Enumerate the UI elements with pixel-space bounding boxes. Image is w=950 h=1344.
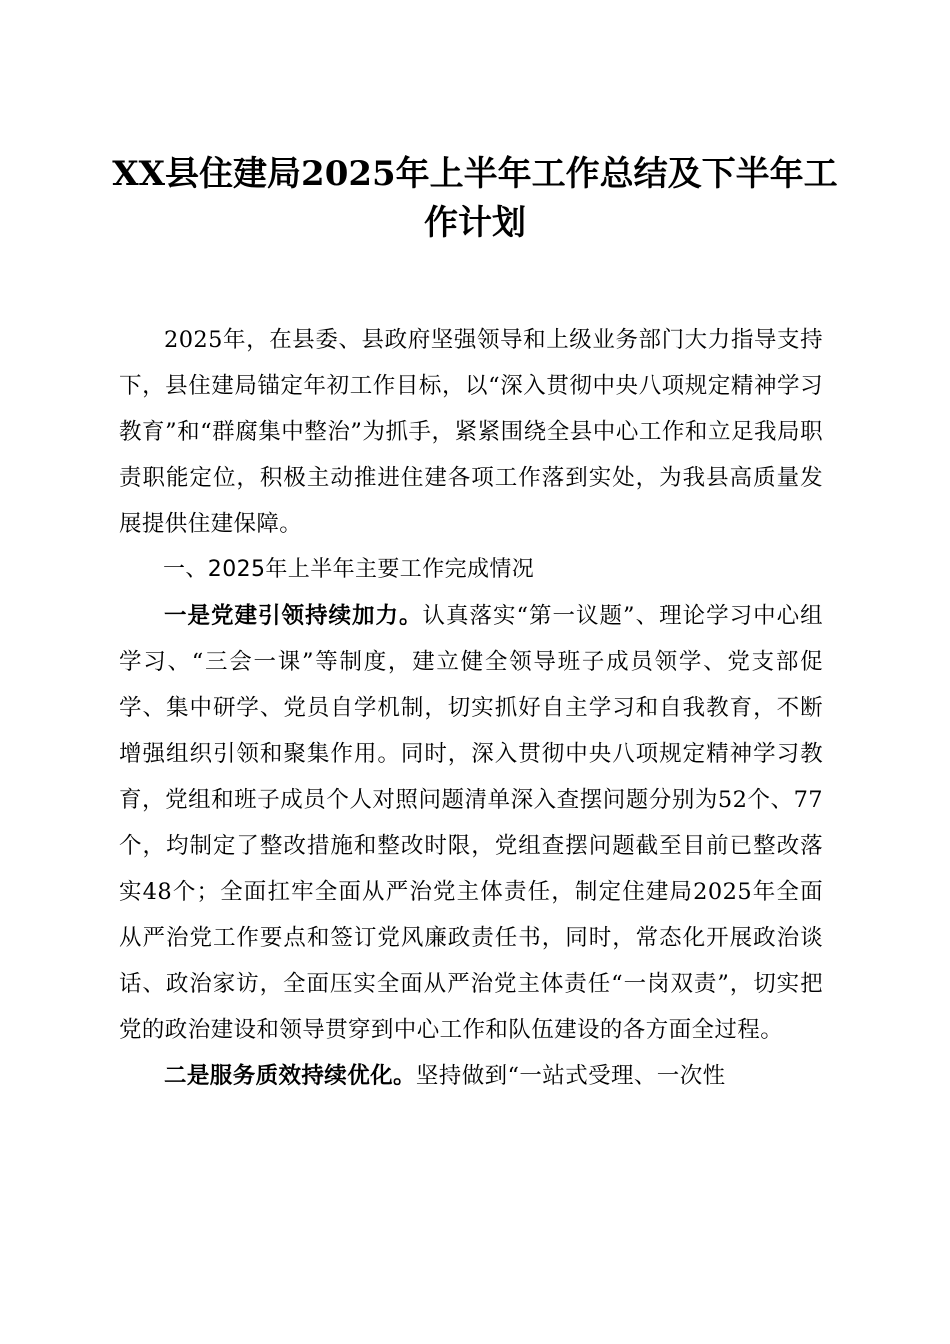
item-paragraph-service bbox=[119, 1053, 823, 1099]
item-body-text: 坚持做到“一站式受理、一次性 bbox=[415, 1063, 726, 1089]
item-body-text: 认真落实“第一议题”、理论学习中心组学习、“三会一课”等制度，建立健全领导班子成员领学、党支部促学、集中研学、党员自学机制，切实抓好自主学习和自我教育，不断增强组织引领和聚集作用。同时，深入贯彻中央八项规定精神学习教育，党组和班子成员个人对照问题清单深入查摆问题分别为52个、77个，均制定了整改措施和整改时限，党组查摆问题截至目前已整改落实48个；全面扛牢全面从严治党主体责任，制定住建局2025年全面从严治党工作要点和签订党风廉政责任书，同时，常态化开展政治谈话、政治家访，全面压实全面从严治党主体责任“一岗双责”，切实把党的政治建设和领导贯穿到中心工作和队伍建设的各方面全过程。 bbox=[119, 603, 823, 1043]
section-heading: 一、2025年上半年主要工作完成情况 bbox=[163, 557, 535, 582]
item-lead-text: 二是服务质效持续优化。 bbox=[164, 1063, 416, 1089]
document-title: XX县住建局2025年上半年工作总结及下半年工作计划 bbox=[112, 154, 838, 243]
item-paragraph-party-building bbox=[119, 593, 823, 1053]
intro-paragraph: 2025年，在县委、县政府坚强领导和上级业务部门大力指导支持下，县住建局锚定年初工作目标，以“深入贯彻中央八项规定精神学习教育”和“群腐集中整治”为抓手，紧紧围绕全县中心工作和立足我局职责职能定位，积极主动推进住建各项工作落到实处，为我县高质量发展提供住建保障。 bbox=[119, 327, 823, 537]
document-body bbox=[119, 317, 823, 1099]
item-lead-text: 一是党建引领持续加力。 bbox=[164, 603, 423, 629]
